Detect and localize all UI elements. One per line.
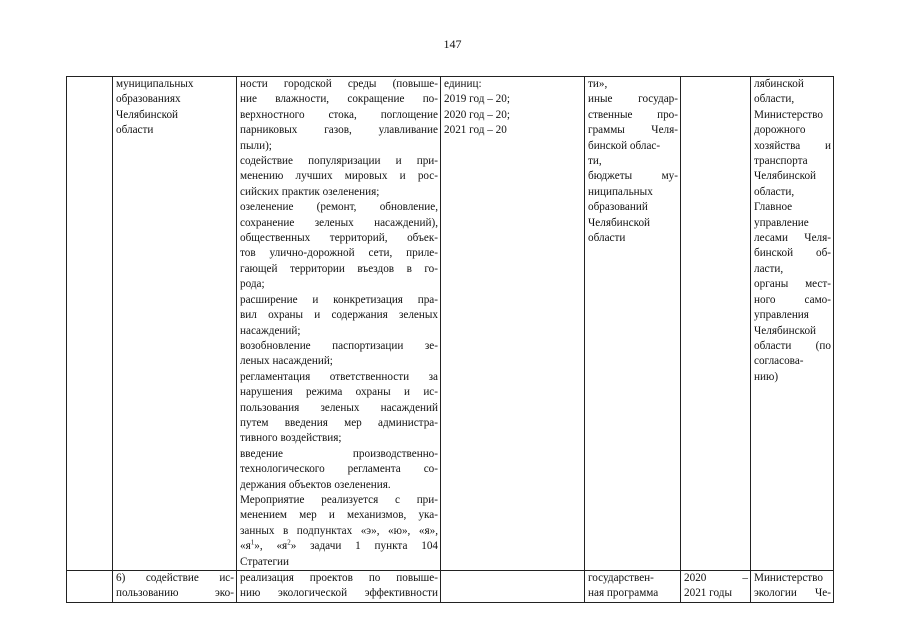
cell-line: государствен- [588,572,654,584]
cell-line: технологического регламента со- [240,463,438,476]
cell-line: бинской об- [754,247,831,260]
cell-line: области (по [754,339,831,352]
cell-line: Министерство [754,572,823,584]
cell-line: управление [754,216,809,229]
table-cell-task [113,77,237,571]
cell-line: Челябинской [754,170,817,183]
cell-line: парниковых газов, улавливание [240,124,438,137]
measures-table [66,76,834,603]
cell-line: образований [588,201,648,214]
cell-line: ти, [588,155,602,168]
table-row [67,77,834,571]
cell-line: введение производственно- [240,447,438,460]
cell-line: ного само- [754,293,831,306]
table-cell-executors [751,571,834,603]
cell-line: транспорта [754,155,808,168]
cell-line: согласова- [754,355,804,368]
cell-line: рода; [240,278,265,291]
cell-line: ности городской среды (повыше- [240,78,438,90]
cell-line: менением мер и механизмов, ука- [240,509,438,522]
cell-line: ти», [588,78,608,90]
cell-line: области, [754,185,795,198]
cell-line: области [588,232,626,245]
cell-line: путем введения мер администра- [240,416,438,429]
cell-line: пользования зеленых насаждений [240,401,438,414]
cell-line: занных в подпунктах «э», «ю», «я», [240,524,438,537]
cell-line: муниципальных [116,78,194,90]
cell-line: хозяйства и [754,139,831,152]
cell-line: леных насаждений; [240,355,333,368]
cell-line: ная программа [588,587,659,600]
cell-line: «$я^1$», «$я^2$» задачи 1 пункта 104 [240,538,438,553]
cell-line: нию экологической эффективности [240,587,438,600]
cell-line: области [116,124,154,137]
table-cell-sources [585,571,681,603]
cell-line: Министерство [754,108,823,121]
cell-line: ние влажности, сокращение по- [240,93,438,106]
page-number: 147 [443,37,462,51]
cell-line: ственные про- [588,108,678,121]
table-cell-period [681,571,751,603]
cell-line: ласти, [754,262,784,275]
cell-line: возобновление паспортизации зе- [240,339,438,352]
cell-line: 6) содействие ис- [116,572,234,584]
cell-line: Стратегии [240,555,290,568]
table-cell-sources [585,77,681,571]
cell-line: вил охраны и содержания зеленых [240,309,438,322]
cell-line: иные государ- [588,93,678,106]
cell-line: пыли); [240,139,272,152]
cell-line: реализация проектов по повыше- [240,572,438,584]
cell-line: пользованию эко- [116,587,234,600]
cell-line: содействие популяризации и при- [240,155,438,168]
cell-line: тов улично-дорожной сети, приле- [240,247,438,260]
cell-line: граммы Челя- [588,124,678,137]
cell-line: органы мест- [754,278,831,291]
cell-line: тивного воздействия; [240,432,342,445]
table-cell-number [67,77,113,571]
cell-line: Челябинской [588,216,651,229]
cell-line: общественных территорий, объек- [240,232,438,245]
cell-line: единиц: [444,78,482,90]
cell-line: насаждений; [240,324,301,337]
cell-line: области, [754,93,795,106]
cell-line: регламентация ответственности за [240,370,438,383]
cell-line: ниципальных [588,185,653,198]
cell-line: образованиях [116,93,181,106]
table-cell-period [681,77,751,571]
cell-line: Мероприятие реализуется с при- [240,493,438,506]
cell-line: 2021 год – 20 [444,124,507,137]
table-cell-measures [237,77,441,571]
cell-line: бюджеты му- [588,170,678,183]
cell-line: экологии Че- [754,587,831,600]
cell-line: 2019 год – 20; [444,93,510,106]
cell-line: озеленение (ремонт, обновление, [240,201,438,214]
cell-line: держания объектов озеленения. [240,478,391,491]
cell-line: лябинской [754,78,804,90]
cell-line: Челябинской [116,108,179,121]
table-row [67,571,834,603]
cell-line: Главное [754,201,793,214]
table-cell-measures [237,571,441,603]
table-cell-task [113,571,237,603]
table-cell-number [67,571,113,603]
cell-line: лесами Челя- [754,232,831,245]
cell-line: гающей территории въездов в го- [240,262,438,275]
cell-line: расширение и конкретизация пра- [240,293,438,306]
cell-line: дорожного [754,124,806,137]
table-cell-indicators [441,77,585,571]
cell-line: 2021 годы [684,587,732,600]
cell-line: управления [754,309,809,322]
cell-line: Челябинской [754,324,817,337]
cell-line: бинской облас- [588,139,661,152]
cell-line: верхностного стока, поглощение [240,108,438,121]
cell-line: нию) [754,370,779,383]
cell-line: менению лучших мировых и рос- [240,170,438,183]
cell-line: сийских практик озеленения; [240,185,380,198]
table-cell-indicators [441,571,585,603]
cell-line: сохранение зеленых насаждений), [240,216,438,229]
cell-line: 2020 – [684,572,748,584]
cell-line: нарушения режима охраны и ис- [240,386,438,399]
table-cell-executors [751,77,834,571]
cell-line: 2020 год – 20; [444,108,510,121]
